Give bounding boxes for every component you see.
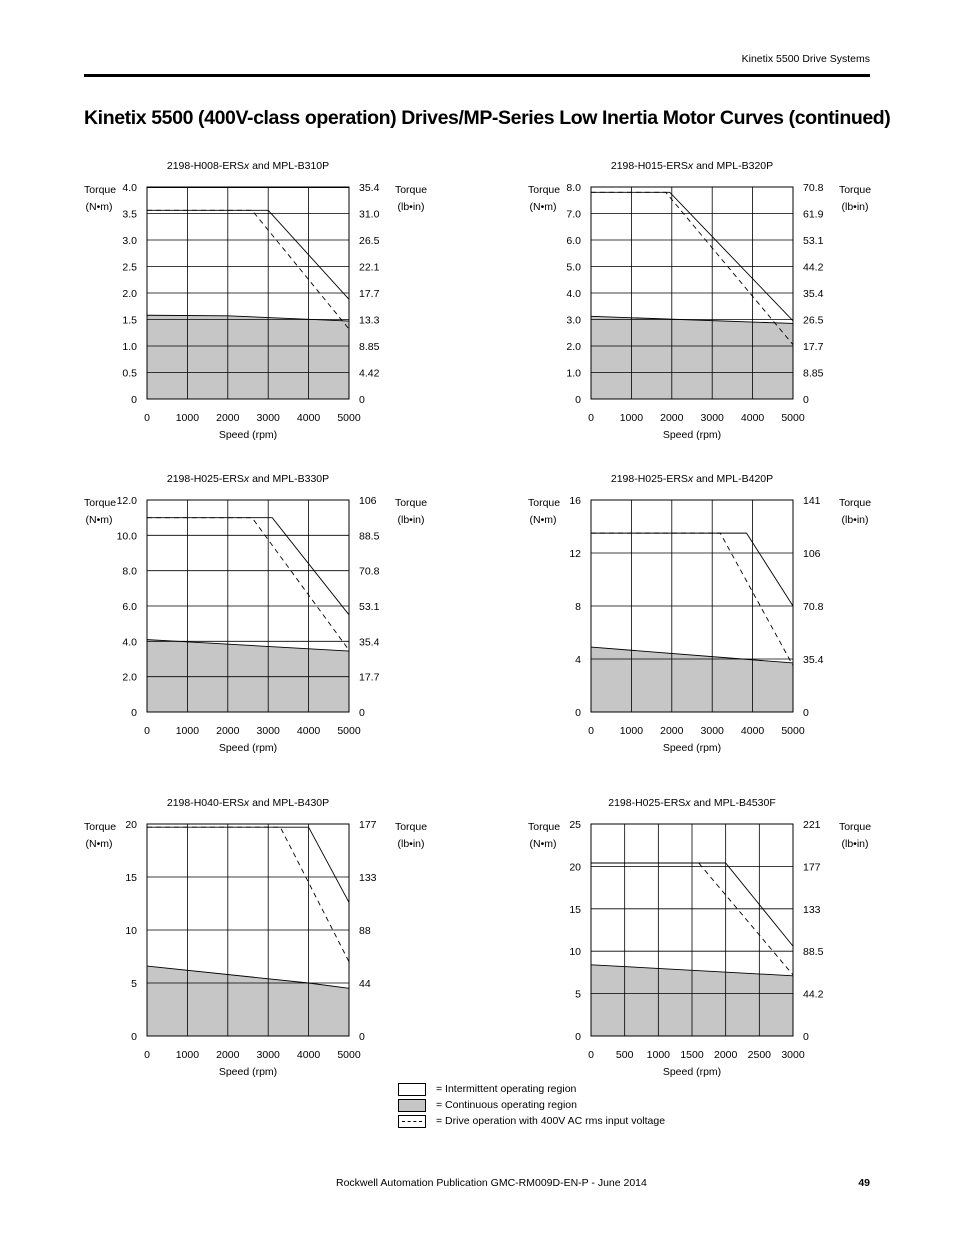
chart-title-suffix: and MPL-B310P <box>249 160 330 172</box>
y2-tick-label: 106 <box>359 495 377 507</box>
intermittent-boundary-line <box>147 210 349 299</box>
y-tick-label: 8.0 <box>122 565 137 578</box>
y-axis-label-right-line: Torque <box>838 821 872 833</box>
y-tick-label: 12 <box>569 548 581 560</box>
y-axis-label-right-line: (lb•in) <box>841 201 869 213</box>
page-number: 49 <box>858 1177 870 1189</box>
y-axis-label-right-line: Torque <box>838 497 872 509</box>
x-tick-label: 2000 <box>216 412 240 424</box>
y-tick-label: 16 <box>569 495 581 507</box>
y2-tick-label: 53.1 <box>359 601 380 613</box>
chart-title-prefix: 2198-H025-ERS <box>608 797 686 809</box>
y-tick-label: 0 <box>575 394 581 406</box>
y2-tick-label: 0 <box>359 1031 365 1043</box>
y-tick-label: 1.5 <box>122 314 137 327</box>
y-tick-label: 6.0 <box>566 235 581 247</box>
y2-tick-label: 31.0 <box>359 208 380 221</box>
y-tick-label: 10 <box>125 925 137 937</box>
y-tick-label: 4 <box>575 654 581 666</box>
x-tick-label: 5000 <box>337 412 361 424</box>
y-tick-label: 1.0 <box>566 367 581 380</box>
x-tick-label: 4000 <box>296 1049 321 1061</box>
y2-tick-label: 17.7 <box>803 341 824 353</box>
chart-title-italic: x <box>687 473 694 485</box>
x-tick-label: 1000 <box>619 725 644 737</box>
y2-tick-label: 44.2 <box>803 988 824 1001</box>
chart-h040-b430p <box>84 799 444 1094</box>
x-tick-label: 1000 <box>175 412 200 424</box>
x-axis-label: Speed (rpm) <box>218 429 278 441</box>
chart-title-prefix: 2198-H015-ERS <box>610 160 688 172</box>
x-axis-label: Speed (rpm) <box>662 429 722 441</box>
y-tick-label: 6.0 <box>122 601 137 613</box>
y-axis-label-left-line: (N•m) <box>85 514 113 526</box>
x-axis-label: Speed (rpm) <box>218 1066 278 1078</box>
continuous-region <box>591 647 793 712</box>
chart-title-suffix: and MPL-B330P <box>249 473 330 485</box>
y-axis-label-right-line: (lb•in) <box>841 838 869 850</box>
y-axis-label-right-line: (lb•in) <box>841 514 869 526</box>
torque-speed-plot <box>528 475 888 770</box>
y-tick-label: 2.5 <box>122 261 137 274</box>
y2-tick-label: 221 <box>803 819 821 831</box>
chart-h025-b4530f <box>528 799 888 1094</box>
chart-h025-b330p <box>84 475 444 770</box>
x-tick-label: 0 <box>144 725 150 737</box>
y-tick-label: 4.0 <box>122 636 137 649</box>
y2-tick-label: 70.8 <box>803 601 824 613</box>
y2-tick-label: 26.5 <box>359 235 380 247</box>
y-tick-label: 4.0 <box>122 182 137 194</box>
y2-tick-label: 26.5 <box>803 314 824 327</box>
y-axis-label-right-line: Torque <box>394 184 428 196</box>
footer-publication: Rockwell Automation Publication GMC-RM009D-EN-P - June 2014 <box>336 1177 647 1189</box>
y2-tick-label: 0 <box>359 707 365 719</box>
x-axis-label: Speed (rpm) <box>218 742 278 754</box>
running-head: Kinetix 5500 Drive Systems <box>741 53 870 65</box>
chart-title-prefix: 2198-H025-ERS <box>610 473 688 485</box>
x-tick-label: 1500 <box>680 1049 704 1061</box>
chart-title-suffix: and MPL-B320P <box>693 160 774 172</box>
legend-continuous-label: = Continuous operating region <box>436 1099 577 1111</box>
y2-tick-label: 44 <box>359 978 371 990</box>
y-tick-label: 5.0 <box>566 261 581 274</box>
y-tick-label: 2.0 <box>122 671 137 684</box>
y-tick-label: 12.0 <box>116 495 137 507</box>
x-tick-label: 1000 <box>646 1049 671 1061</box>
dashed-400v-line <box>147 518 349 651</box>
x-tick-label: 5000 <box>337 1049 361 1061</box>
y2-tick-label: 0 <box>359 394 365 406</box>
page-title: Kinetix 5500 (400V-class operation) Drives/MP-Series Low Inertia Motor Curves (continued) <box>84 107 891 129</box>
y-axis-label-left-line: Torque <box>528 821 561 833</box>
y-tick-label: 2.0 <box>122 288 137 300</box>
torque-speed-plot <box>84 475 444 770</box>
dashed-400v-line <box>147 210 349 329</box>
torque-speed-plot <box>528 162 888 457</box>
chart-h025-b420p <box>528 475 888 770</box>
x-tick-label: 4000 <box>740 412 765 424</box>
y-tick-label: 3.0 <box>122 235 137 247</box>
top-rule <box>84 74 870 77</box>
chart-title-italic: x <box>685 797 691 809</box>
y2-tick-label: 88.5 <box>359 530 380 543</box>
intermittent-boundary-line <box>591 192 793 321</box>
chart-title-italic: x <box>243 473 250 485</box>
y-tick-label: 8 <box>575 601 581 613</box>
intermittent-boundary-line <box>591 533 793 606</box>
y-tick-label: 25 <box>569 819 581 831</box>
y2-tick-label: 13.3 <box>359 314 380 327</box>
y2-tick-label: 35.4 <box>359 182 380 194</box>
y-axis-label-left-line: Torque <box>84 184 117 196</box>
y-tick-label: 2.0 <box>566 341 581 353</box>
chart-title-italic: x <box>243 160 250 172</box>
dashed-400v-line <box>147 827 349 962</box>
chart-title-suffix: and MPL-B420P <box>693 473 774 485</box>
x-tick-label: 5000 <box>337 725 361 737</box>
y2-tick-label: 106 <box>803 548 821 560</box>
y-tick-label: 10 <box>569 946 581 959</box>
chart-title-italic: x <box>243 797 250 809</box>
y-axis-label-right-line: (lb•in) <box>397 201 425 213</box>
x-tick-label: 2500 <box>747 1049 772 1061</box>
y-tick-label: 4.0 <box>566 288 581 300</box>
y-axis-label-left-line: (N•m) <box>85 838 113 850</box>
y-tick-label: 0 <box>131 394 137 406</box>
x-tick-label: 4000 <box>296 725 321 737</box>
y2-tick-label: 17.7 <box>359 288 380 300</box>
x-tick-label: 0 <box>144 1049 150 1061</box>
continuous-region <box>147 640 349 712</box>
intermittent-boundary-line <box>147 827 349 902</box>
x-tick-label: 0 <box>588 412 594 424</box>
torque-speed-plot <box>528 799 888 1094</box>
continuous-region <box>591 316 793 399</box>
y2-tick-label: 35.4 <box>803 654 824 666</box>
y2-tick-label: 0 <box>803 1031 809 1043</box>
continuous-swatch <box>398 1099 426 1112</box>
x-tick-label: 5000 <box>781 412 805 424</box>
x-tick-label: 3000 <box>781 1049 805 1061</box>
y2-tick-label: 141 <box>803 495 821 507</box>
y2-tick-label: 177 <box>803 861 821 874</box>
x-tick-label: 2000 <box>216 1049 240 1061</box>
x-tick-label: 0 <box>588 725 594 737</box>
x-tick-label: 3000 <box>256 725 280 737</box>
y2-tick-label: 8.85 <box>803 367 824 380</box>
y-axis-label-left-line: Torque <box>528 497 561 509</box>
y-tick-label: 0 <box>131 1031 137 1043</box>
y-tick-label: 15 <box>569 903 581 916</box>
y-axis-label-right-line: Torque <box>394 821 428 833</box>
x-tick-label: 3000 <box>700 725 724 737</box>
x-tick-label: 5000 <box>781 725 805 737</box>
x-tick-label: 3000 <box>700 412 724 424</box>
legend-dashed-label: = Drive operation with 400V AC rms input voltage <box>436 1115 666 1127</box>
legend-intermittent-label: = Intermittent operating region <box>436 1083 577 1095</box>
y2-tick-label: 0 <box>803 707 809 719</box>
x-axis-label: Speed (rpm) <box>662 742 722 754</box>
y2-tick-label: 70.8 <box>803 182 824 194</box>
chart-title-prefix: 2198-H025-ERS <box>166 473 244 485</box>
y-tick-label: 15 <box>125 872 137 884</box>
chart-h015-b320p <box>528 162 888 457</box>
y2-tick-label: 133 <box>359 872 377 884</box>
y-tick-label: 3.5 <box>122 208 137 221</box>
continuous-region <box>147 315 349 399</box>
y-tick-label: 3.0 <box>566 314 581 327</box>
x-tick-label: 0 <box>144 412 150 424</box>
y-axis-label-left-line: Torque <box>528 184 561 196</box>
x-tick-label: 1000 <box>175 1049 200 1061</box>
x-axis-label: Speed (rpm) <box>662 1066 722 1078</box>
y-tick-label: 0 <box>575 1031 581 1043</box>
y-axis-label-left-line: (N•m) <box>85 201 113 213</box>
y-tick-label: 7.0 <box>566 208 581 221</box>
y2-tick-label: 35.4 <box>803 288 824 300</box>
chart-h008-b310p <box>84 162 444 457</box>
x-tick-label: 3000 <box>256 412 280 424</box>
y-axis-label-right-line: (lb•in) <box>397 838 425 850</box>
dashed-swatch <box>398 1115 426 1128</box>
intermittent-swatch <box>398 1083 426 1096</box>
x-tick-label: 3000 <box>256 1049 280 1061</box>
x-tick-label: 1000 <box>175 725 200 737</box>
x-tick-label: 4000 <box>296 412 321 424</box>
y-tick-label: 5 <box>575 988 581 1001</box>
y-axis-label-left-line: Torque <box>84 497 117 509</box>
y2-tick-label: 177 <box>359 819 377 831</box>
y2-tick-label: 88.5 <box>803 946 824 959</box>
torque-speed-plot <box>84 799 444 1094</box>
chart-title-italic: x <box>687 160 694 172</box>
y-tick-label: 0 <box>131 707 137 719</box>
chart-title-suffix: and MPL-B4530F <box>690 797 776 809</box>
y-tick-label: 0.5 <box>122 367 137 380</box>
y2-tick-label: 88 <box>359 925 371 937</box>
y-tick-label: 1.0 <box>122 341 137 353</box>
y2-tick-label: 0 <box>803 394 809 406</box>
y2-tick-label: 133 <box>803 903 821 916</box>
y-axis-label-right-line: Torque <box>838 184 872 196</box>
chart-title-prefix: 2198-H008-ERS <box>166 160 244 172</box>
y2-tick-label: 44.2 <box>803 261 824 274</box>
y-tick-label: 0 <box>575 707 581 719</box>
x-tick-label: 1000 <box>619 412 644 424</box>
y2-tick-label: 70.8 <box>359 565 380 578</box>
y2-tick-label: 4.42 <box>359 367 380 380</box>
x-tick-label: 500 <box>615 1049 634 1061</box>
x-tick-label: 2000 <box>660 725 684 737</box>
y2-tick-label: 35.4 <box>359 636 380 649</box>
y2-tick-label: 22.1 <box>359 261 380 274</box>
x-tick-label: 2000 <box>660 412 684 424</box>
y-tick-label: 20 <box>569 861 581 874</box>
x-tick-label: 2000 <box>713 1049 738 1061</box>
y2-tick-label: 17.7 <box>359 671 380 684</box>
chart-title-suffix: and MPL-B430P <box>249 797 330 809</box>
y-tick-label: 10.0 <box>116 530 137 543</box>
y2-tick-label: 8.85 <box>359 341 380 353</box>
x-tick-label: 2000 <box>216 725 240 737</box>
y-tick-label: 8.0 <box>566 182 581 194</box>
y2-tick-label: 61.9 <box>803 208 824 221</box>
y-axis-label-left-line: (N•m) <box>529 514 557 526</box>
y-axis-label-left-line: (N•m) <box>529 838 557 850</box>
y2-tick-label: 53.1 <box>803 235 824 247</box>
chart-title-prefix: 2198-H040-ERS <box>166 797 244 809</box>
torque-speed-plot <box>84 162 444 457</box>
intermittent-boundary-line <box>147 518 349 615</box>
x-tick-label: 0 <box>588 1049 594 1061</box>
y-axis-label-right-line: Torque <box>394 497 428 509</box>
x-tick-label: 4000 <box>740 725 765 737</box>
y-tick-label: 5 <box>131 978 137 990</box>
y-axis-label-right-line: (lb•in) <box>397 514 425 526</box>
y-axis-label-left-line: Torque <box>84 821 117 833</box>
y-axis-label-left-line: (N•m) <box>529 201 557 213</box>
y-tick-label: 20 <box>125 819 137 831</box>
